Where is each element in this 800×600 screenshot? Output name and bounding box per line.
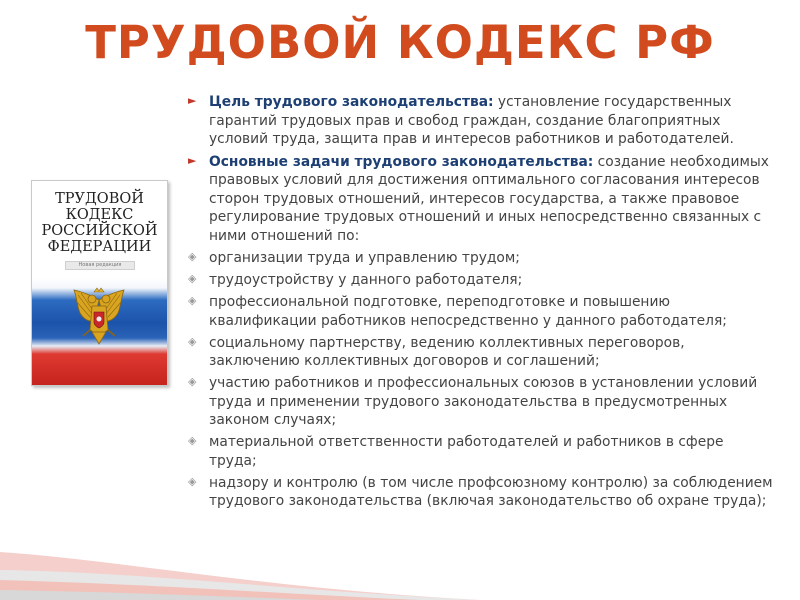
bullet-diamond-icon: ◈ xyxy=(188,375,197,388)
list-item xyxy=(188,433,773,470)
list-item xyxy=(188,153,773,246)
item-text: организации труда и управлению трудом; xyxy=(209,250,520,266)
item-text: трудоустройству у данного работодателя; xyxy=(209,272,523,288)
bullet-diamond-icon: ◈ xyxy=(188,334,197,348)
list-item xyxy=(188,271,773,290)
item-lead: Цель трудового законодательства: xyxy=(209,94,494,110)
list-item xyxy=(188,293,773,330)
list-item xyxy=(188,374,773,430)
bullet-arrow-icon: ► xyxy=(188,94,197,107)
book-title-line: КОДЕКС xyxy=(65,207,134,223)
book-title-line: РОССИЙСКОЙ xyxy=(41,223,158,239)
book-cover-subtitle: Новая редакция xyxy=(65,261,135,270)
list-item xyxy=(188,93,773,149)
book-cover-title xyxy=(32,191,167,255)
item-text: профессиональной подготовке, переподготовке и повышению квалификации работников непосредственно у данного работодателя; xyxy=(209,294,727,329)
labor-code-book-cover xyxy=(31,180,168,386)
book-title-line: ТРУДОВОЙ xyxy=(55,191,144,207)
content-list xyxy=(188,93,773,514)
slide-title: ТРУДОВОЙ КОДЕКС РФ xyxy=(85,16,715,69)
book-title-line: ФЕДЕРАЦИИ xyxy=(47,239,152,255)
item-text: установление государственных гарантий трудовых прав и свобод граждан, создание благоприятных условий труда, защита прав и интересов работников и работодателей. xyxy=(209,94,734,147)
item-text: социальному партнерству, ведению коллективных переговоров, заключению коллективных договоров и соглашений; xyxy=(209,334,685,369)
item-lead: Основные задачи трудового законодательства: xyxy=(209,153,594,170)
item-text: создание необходимых правовых условий для достижения оптимального согласования интересов сторон трудовых отношений, интересов государства, а также правовое регулирование трудовых отношений и иных непосредственно связанных с ними отношений по: xyxy=(209,153,769,244)
item-text: участию работников и профессиональных союзов в установлении условий труда и применении трудового законодательства в предусмотренных законом случаях; xyxy=(209,375,758,428)
bullet-diamond-icon: ◈ xyxy=(188,434,197,447)
decorative-swoosh xyxy=(0,500,480,600)
list-item xyxy=(188,474,773,511)
bullet-diamond-icon: ◈ xyxy=(188,250,197,263)
list-item xyxy=(188,334,773,371)
item-text: надзору и контролю (в том числе профсоюзному контролю) за соблюдением трудового законодательства (включая законодательство об охране труда); xyxy=(209,474,773,509)
bullet-diamond-icon: ◈ xyxy=(188,474,197,488)
item-text: материальной ответственности работодателей и работников в сфере труда; xyxy=(209,434,724,469)
bullet-diamond-icon: ◈ xyxy=(188,272,197,285)
double-headed-eagle-icon xyxy=(70,286,128,348)
list-item xyxy=(188,249,773,268)
bullet-diamond-icon: ◈ xyxy=(188,294,197,307)
bullet-arrow-icon: ► xyxy=(188,153,197,167)
